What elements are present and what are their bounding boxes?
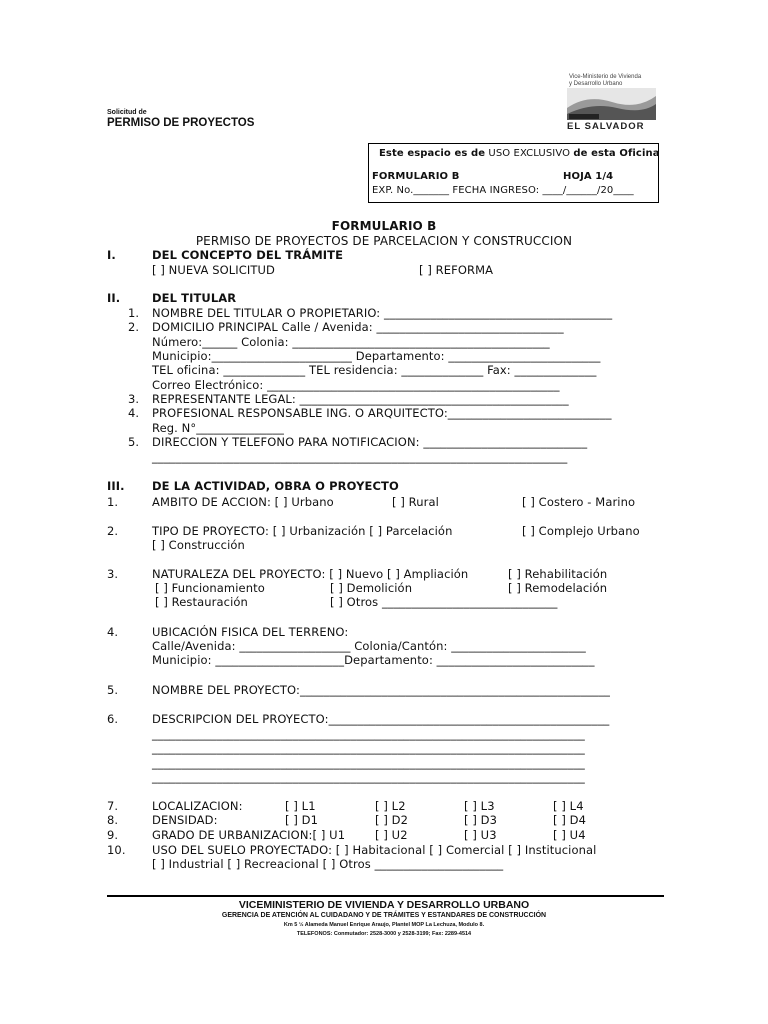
loc-l3-checkbox[interactable]: [ ] L3 bbox=[464, 799, 495, 813]
item-number: 5. bbox=[107, 683, 119, 697]
item-number: 7. bbox=[107, 799, 119, 813]
logo-line2: y Desarrollo Urbano bbox=[569, 81, 623, 87]
den-d3-checkbox[interactable]: [ ] D3 bbox=[464, 813, 498, 827]
densidad-label: DENSIDAD: bbox=[152, 813, 218, 827]
section2-title: DEL TITULAR bbox=[152, 291, 237, 305]
owner-name-field[interactable]: NOMBRE DEL TITULAR O PROPIETARIO: _______________________________________ bbox=[152, 306, 613, 320]
nueva-solicitud-checkbox[interactable]: [ ] NUEVA SOLICITUD bbox=[152, 263, 275, 277]
ubicacion-municipio-field[interactable]: Municipio: ______________________Departamento: ___________________________ bbox=[152, 653, 595, 667]
address-street-field[interactable]: DOMICILIO PRINCIPAL Calle / Avenida: ________________________________ bbox=[152, 320, 564, 334]
loc-l4-checkbox[interactable]: [ ] L4 bbox=[553, 799, 584, 813]
item-number: 1. bbox=[107, 495, 119, 509]
phone-fields[interactable]: TEL oficina: ______________ TEL residencia: ______________ Fax: ______________ bbox=[152, 363, 597, 377]
registry-number-field[interactable]: Reg. N°_______________ bbox=[152, 421, 284, 435]
description-line[interactable]: __________________________________________________________________________ bbox=[152, 727, 585, 741]
item-number: 8. bbox=[107, 813, 119, 827]
item-number: 1. bbox=[128, 306, 140, 320]
flag-emblem-icon bbox=[567, 88, 656, 120]
rehabilitacion-checkbox[interactable]: [ ] Rehabilitación bbox=[508, 567, 608, 581]
document-title: PERMISO DE PROYECTOS bbox=[107, 117, 255, 129]
address-number-colonia-field[interactable]: Número:______ Colonia: ____________________________________________ bbox=[152, 335, 550, 349]
office-box-title-post: de esta Oficina bbox=[573, 148, 660, 159]
legal-rep-field[interactable]: REPRESENTANTE LEGAL: ______________________________________________ bbox=[152, 392, 569, 406]
item-number: 3. bbox=[107, 567, 119, 581]
complejo-urbano-checkbox[interactable]: [ ] Complejo Urbano bbox=[522, 524, 640, 538]
ambito-rural-checkbox[interactable]: [ ] Rural bbox=[392, 495, 439, 509]
form-subtitle: PERMISO DE PROYECTOS DE PARCELACION Y CONSTRUCCION bbox=[195, 234, 573, 248]
project-description-field[interactable]: DESCRIPCION DEL PROYECTO:________________________________________________ bbox=[152, 712, 610, 726]
solicitud-label: Solicitud de bbox=[107, 109, 147, 116]
loc-l1-checkbox[interactable]: [ ] L1 bbox=[285, 799, 316, 813]
gra-u4-checkbox[interactable]: [ ] U4 bbox=[553, 828, 586, 842]
description-line[interactable]: __________________________________________________________________________ bbox=[152, 770, 585, 784]
address-municipio-field[interactable]: Municipio:________________________ Departamento: __________________________ bbox=[152, 349, 601, 363]
office-box-title-pre: Este espacio es de bbox=[379, 148, 486, 159]
footer-phones: TELEFONOS: Conmutador: 2528-3000 y 2528-3199; Fax: 2289-4514 bbox=[296, 931, 472, 937]
item-number: 9. bbox=[107, 828, 119, 842]
notification-address-line2[interactable]: _______________________________________________________________________ bbox=[152, 450, 568, 464]
demolicion-checkbox[interactable]: [ ] Demolición bbox=[330, 581, 413, 595]
office-box-title-mid: USO EXCLUSIVO bbox=[488, 148, 571, 159]
office-box-form: FORMULARIO B bbox=[372, 171, 460, 182]
uso-suelo-options-2[interactable]: [ ] Industrial [ ] Recreacional [ ] Otros ______________________ bbox=[152, 857, 504, 871]
item-number: 2. bbox=[128, 320, 140, 334]
section1-number: I. bbox=[107, 248, 116, 262]
ambito-costero-checkbox[interactable]: [ ] Costero - Marino bbox=[522, 495, 636, 509]
funcionamiento-checkbox[interactable]: [ ] Funcionamiento bbox=[155, 581, 265, 595]
footer-address: Km 5 ½ Alameda Manuel Enrique Araujo, Plantel MOP La Lechuza, Modulo 8. bbox=[283, 922, 485, 928]
den-d1-checkbox[interactable]: [ ] D1 bbox=[285, 813, 319, 827]
item-number: 6. bbox=[107, 712, 119, 726]
section2-number: II. bbox=[107, 291, 121, 305]
grado-urbanizacion-u1[interactable]: GRADO DE URBANIZACION:[ ] U1 bbox=[152, 828, 346, 842]
form-title: FORMULARIO B bbox=[331, 219, 437, 233]
footer-divider bbox=[107, 895, 664, 897]
office-box-sheet: HOJA 1/4 bbox=[563, 171, 614, 182]
item-number: 2. bbox=[107, 524, 119, 538]
logo-line1: Vice-Ministerio de Vivienda bbox=[569, 74, 642, 80]
den-d2-checkbox[interactable]: [ ] D2 bbox=[375, 813, 409, 827]
remodelacion-checkbox[interactable]: [ ] Remodelación bbox=[508, 581, 608, 595]
otros-naturaleza-field[interactable]: [ ] Otros ______________________________ bbox=[330, 595, 558, 609]
item-number: 4. bbox=[107, 625, 119, 639]
tipo-proyecto-options[interactable]: TIPO DE PROYECTO: [ ] Urbanización [ ] Parcelación bbox=[152, 524, 453, 538]
government-logo bbox=[567, 74, 656, 133]
item-number: 5. bbox=[128, 435, 140, 449]
project-name-field[interactable]: NOMBRE DEL PROYECTO:_____________________________________________________ bbox=[152, 683, 611, 697]
office-box-title bbox=[379, 148, 660, 160]
naturaleza-options[interactable]: NATURALEZA DEL PROYECTO: [ ] Nuevo [ ] Ampliación bbox=[152, 567, 469, 581]
description-line[interactable]: __________________________________________________________________________ bbox=[152, 756, 585, 770]
ubicacion-calle-field[interactable]: Calle/Avenida: ___________________ Colonia/Cantón: _______________________ bbox=[152, 639, 586, 653]
gra-u3-checkbox[interactable]: [ ] U3 bbox=[464, 828, 497, 842]
section1-title: DEL CONCEPTO DEL TRÁMITE bbox=[152, 248, 344, 262]
footer-department: GERENCIA DE ATENCIÓN AL CUIDADANO Y DE TRÁMITES Y ESTANDARES DE CONSTRUCCIÓN bbox=[221, 912, 547, 919]
section3-title: DE LA ACTIVIDAD, OBRA O PROYECTO bbox=[152, 479, 399, 493]
reforma-checkbox[interactable]: [ ] REFORMA bbox=[419, 263, 494, 277]
footer-ministry: VICEMINISTERIO DE VIVIENDA Y DESARROLLO URBANO bbox=[238, 899, 530, 911]
email-field[interactable]: Correo Electrónico: __________________________________________________ bbox=[152, 378, 560, 392]
construccion-checkbox[interactable]: [ ] Construcción bbox=[152, 538, 245, 552]
professional-field[interactable]: PROFESIONAL RESPONSABLE ING. O ARQUITECTO:____________________________ bbox=[152, 406, 612, 420]
office-box-exp: EXP. No._______ FECHA INGRESO: ____/______/20____ bbox=[372, 185, 634, 196]
loc-l2-checkbox[interactable]: [ ] L2 bbox=[375, 799, 406, 813]
den-d4-checkbox[interactable]: [ ] D4 bbox=[553, 813, 587, 827]
item-number: 3. bbox=[128, 392, 140, 406]
uso-suelo-options[interactable]: USO DEL SUELO PROYECTADO: [ ] Habitacional [ ] Comercial [ ] Institucional bbox=[152, 843, 597, 857]
notification-address-field[interactable]: DIRECCION Y TELEFONO PARA NOTIFICACION: ____________________________ bbox=[152, 435, 588, 449]
localizacion-label: LOCALIZACION: bbox=[152, 799, 243, 813]
restauracion-checkbox[interactable]: [ ] Restauración bbox=[155, 595, 248, 609]
section3-number: III. bbox=[107, 479, 125, 493]
office-use-box bbox=[368, 143, 659, 203]
description-line[interactable]: __________________________________________________________________________ bbox=[152, 741, 585, 755]
ubicacion-label: UBICACIÓN FISICA DEL TERRENO: bbox=[152, 625, 349, 639]
ambito-urbano-checkbox[interactable]: AMBITO DE ACCION: [ ] Urbano bbox=[152, 495, 334, 509]
item-number: 10. bbox=[107, 843, 126, 857]
logo-country: EL SALVADOR bbox=[567, 121, 645, 132]
item-number: 4. bbox=[128, 406, 140, 420]
gra-u2-checkbox[interactable]: [ ] U2 bbox=[375, 828, 408, 842]
